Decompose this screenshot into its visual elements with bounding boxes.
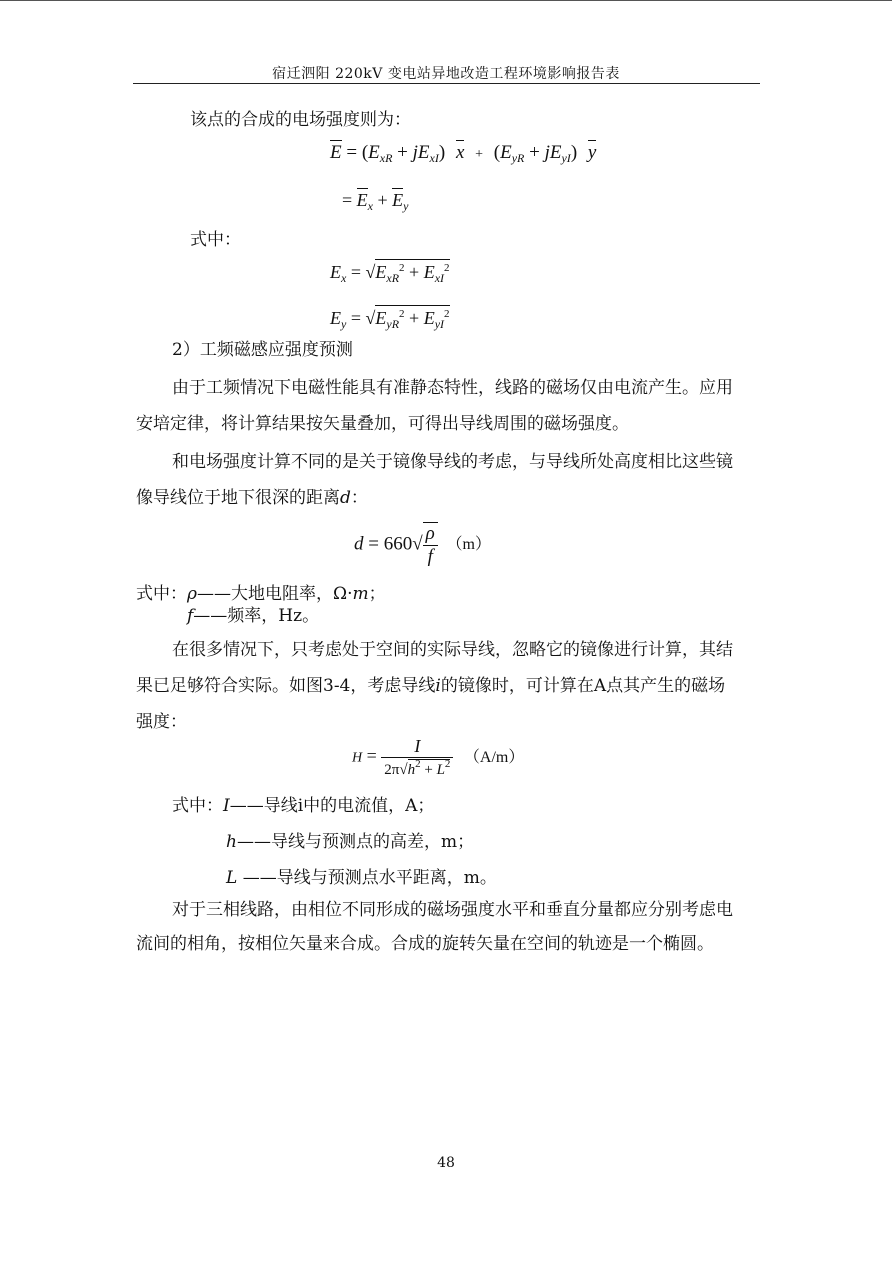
header-rule <box>133 83 760 84</box>
label-shizhong-1: 式中： <box>190 230 241 250</box>
paragraph-2-line-1: 和电场强度计算不同的是关于镜像导线的考虑，与导线所处高度相比这些镜 <box>172 452 733 472</box>
paragraph-3-line-2: 果已足够符合实际。如图3-4，考虑导线i的镜像时，可计算在A点其产生的磁场 <box>136 676 726 696</box>
equation-h: H = $\frac{I}{2\pi√h^2 + L^2}$ （A/m） <box>352 736 525 778</box>
equation-d: d = 660√ $\frac{\rho}{f}$ （m） <box>354 523 491 567</box>
paragraph-intro: 该点的合成的电场强度则为： <box>190 110 411 130</box>
definition-h: h——导线与预测点的高差，m； <box>226 832 475 852</box>
paragraph-2-line-2: 像导线位于地下很深的距离d： <box>136 488 368 508</box>
paragraph-3-line-1: 在很多情况下，只考虑处于空间的实际导线，忽略它的镜像进行计算，其结 <box>172 640 733 660</box>
definition-l: L ——导线与预测点水平距离，m。 <box>226 868 497 888</box>
equation-e-sum: = $E_x + E_y$ <box>342 190 409 213</box>
paragraph-4-line-1: 对于三相线路，由相位不同形成的磁场强度水平和垂直分量都应分别考虑电 <box>172 900 733 920</box>
equation-ex: $E_x = √E_{xR}^2 + E_{xI}^2$ <box>330 262 450 286</box>
equation-ey: $E_y = √E_{yR}^2 + E_{yI}^2$ <box>330 308 450 332</box>
page-header: 宿迁泗阳 220kV 变电站异地改造工程环境影响报告表 <box>272 66 620 82</box>
definition-rho: 式中：ρ——大地电阻率，Ω·m； <box>136 584 386 604</box>
page-number: 48 <box>437 1155 455 1171</box>
paragraph-1-line-1: 由于工频情况下电磁性能具有准静态特性，线路的磁场仅由电流产生。应用 <box>172 378 733 398</box>
equation-e-total: $E = (E_{xR} + jE_{xI}) x + (E_{yR} + jE_{yI})$ y <box>330 142 597 165</box>
section-heading-magnetic: 2）工频磁感应强度预测 <box>172 340 353 360</box>
definition-i: 式中：I——导线i中的电流值，A； <box>172 796 435 816</box>
definition-f: f——频率，Hz。 <box>187 606 320 626</box>
paragraph-4-line-2: 流间的相角，按相位矢量来合成。合成的旋转矢量在空间的轨迹是一个椭圆。 <box>136 934 714 954</box>
page-top-border <box>0 0 892 1</box>
paragraph-1-line-2: 安培定律，将计算结果按矢量叠加，可得出导线周围的磁场强度。 <box>136 414 629 434</box>
paragraph-3-line-3: 强度： <box>136 712 187 732</box>
